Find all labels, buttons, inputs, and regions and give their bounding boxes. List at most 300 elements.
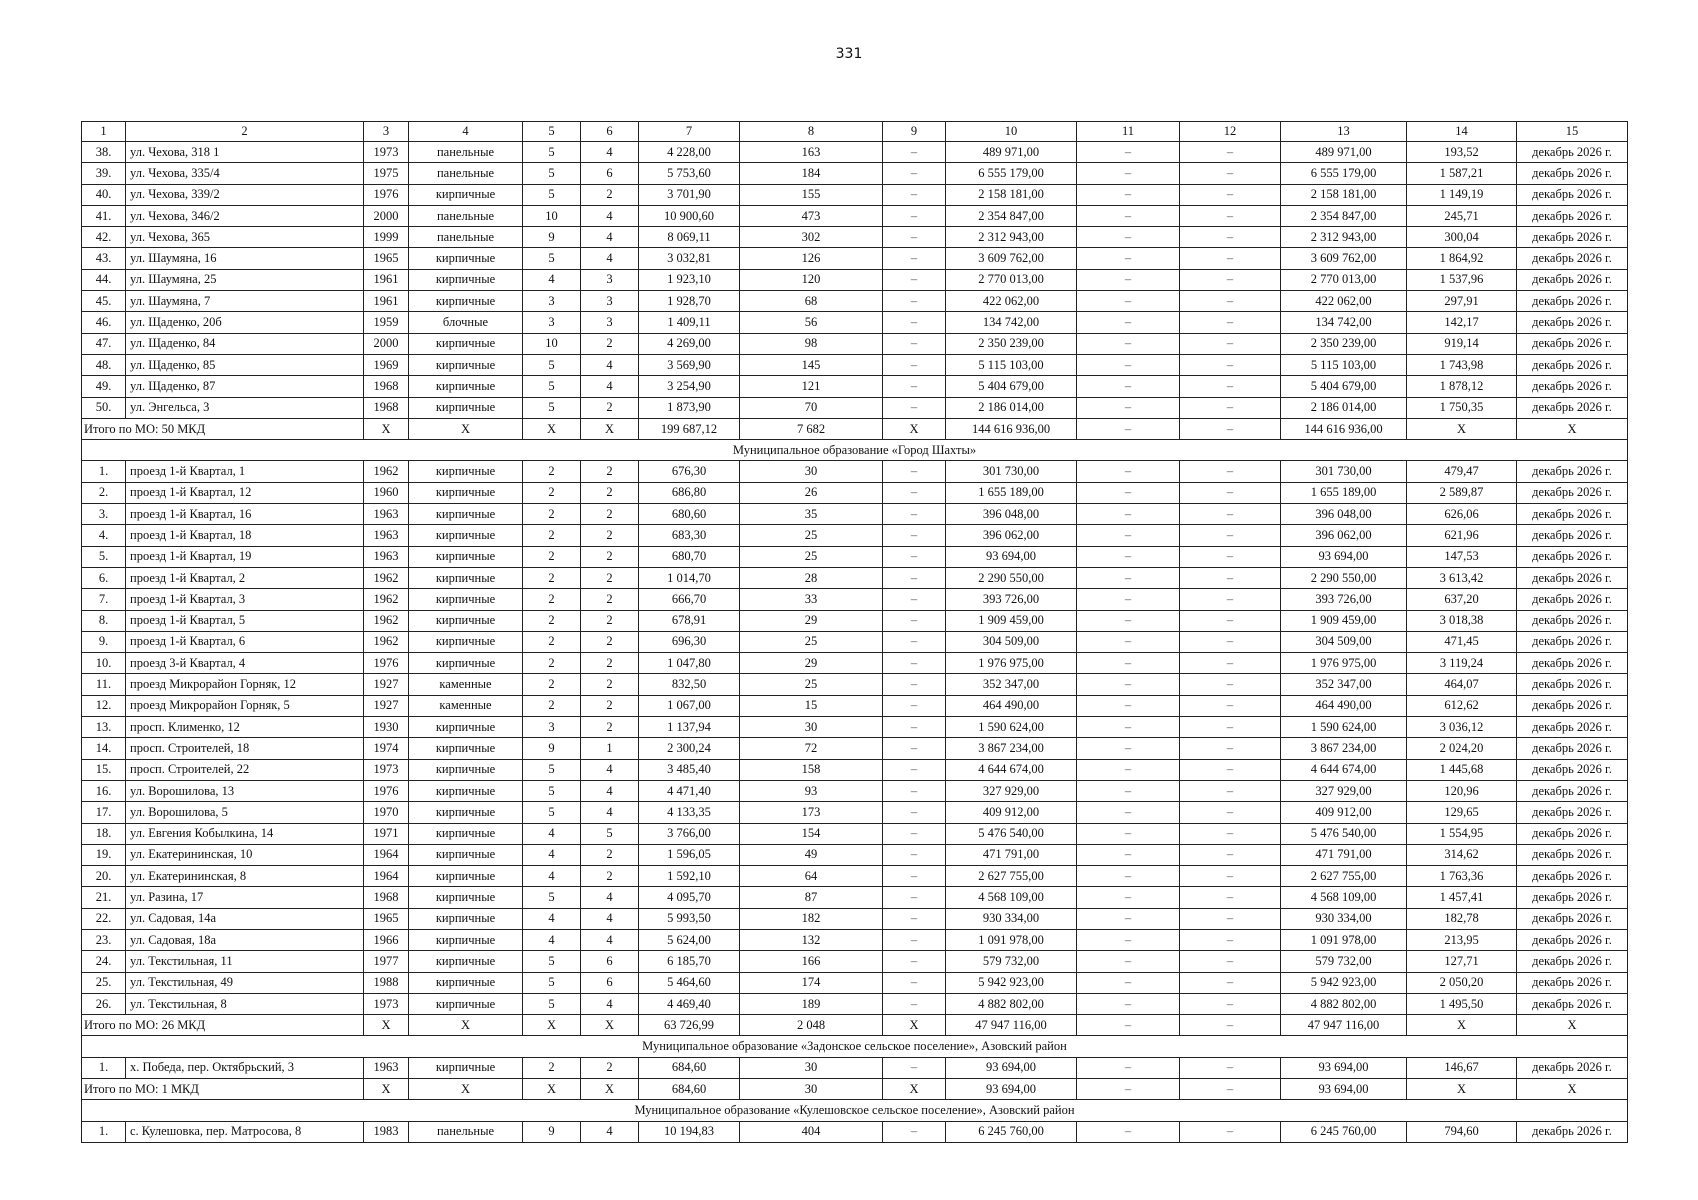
table-cell: 4: [523, 844, 581, 865]
column-number: 12: [1180, 122, 1281, 142]
table-cell: –: [1077, 461, 1180, 482]
table-cell: 471 791,00: [946, 844, 1077, 865]
table-cell: –: [883, 972, 946, 993]
table-cell: 2 354 847,00: [946, 205, 1077, 226]
table-row: [82, 802, 1628, 823]
table-cell: –: [1077, 929, 1180, 950]
total-row: [82, 418, 1628, 439]
table-cell: 1 750,35: [1407, 397, 1517, 418]
table-cell: –: [883, 205, 946, 226]
table-cell: –: [883, 269, 946, 290]
table-row: [82, 887, 1628, 908]
total-cell: 684,60: [639, 1079, 740, 1100]
table-row: [82, 844, 1628, 865]
table-cell: декабрь 2026 г.: [1517, 631, 1628, 652]
table-cell: 44.: [82, 269, 126, 290]
table-cell: 5 404 679,00: [946, 376, 1077, 397]
table-cell: 2 024,20: [1407, 738, 1517, 759]
address-cell: ул. Чехова, 318 1: [126, 142, 364, 163]
table-cell: 471,45: [1407, 631, 1517, 652]
table-cell: 1 409,11: [639, 312, 740, 333]
table-cell: 2: [523, 1057, 581, 1078]
table-cell: 6 555 179,00: [946, 163, 1077, 184]
table-cell: 2 186 014,00: [946, 397, 1077, 418]
table-cell: –: [883, 1121, 946, 1142]
table-cell: –: [1077, 823, 1180, 844]
address-cell: ул. Евгения Кобылкина, 14: [126, 823, 364, 844]
table-cell: 173: [740, 802, 883, 823]
table-cell: –: [1180, 887, 1281, 908]
table-cell: –: [1077, 695, 1180, 716]
table-cell: 489 971,00: [946, 142, 1077, 163]
table-cell: –: [1180, 951, 1281, 972]
table-cell: –: [1077, 504, 1180, 525]
table-cell: 4.: [82, 525, 126, 546]
column-number: 1: [82, 122, 126, 142]
table-cell: 393 726,00: [946, 589, 1077, 610]
table-cell: декабрь 2026 г.: [1517, 844, 1628, 865]
table-cell: –: [1077, 376, 1180, 397]
table-row: [82, 291, 1628, 312]
table-cell: 1: [581, 738, 639, 759]
table-cell: –: [1077, 674, 1180, 695]
table-cell: 4: [581, 227, 639, 248]
table-cell: –: [883, 184, 946, 205]
table-cell: кирпичные: [409, 184, 523, 205]
table-cell: 1 554,95: [1407, 823, 1517, 844]
table-cell: 1965: [364, 248, 409, 269]
table-cell: 2 290 550,00: [946, 567, 1077, 588]
table-cell: 2: [581, 184, 639, 205]
table-cell: 2 158 181,00: [946, 184, 1077, 205]
table-cell: 696,30: [639, 631, 740, 652]
table-cell: 2 350 239,00: [946, 333, 1077, 354]
address-cell: проезд 1-й Квартал, 12: [126, 482, 364, 503]
table-cell: 93 694,00: [946, 546, 1077, 567]
table-cell: 56: [740, 312, 883, 333]
table-cell: декабрь 2026 г.: [1517, 227, 1628, 248]
table-cell: 1968: [364, 376, 409, 397]
table-cell: 2: [581, 525, 639, 546]
table-cell: 2: [523, 546, 581, 567]
table-cell: кирпичные: [409, 759, 523, 780]
table-cell: 4 469,40: [639, 993, 740, 1014]
table-row: [82, 951, 1628, 972]
table-cell: 1964: [364, 866, 409, 887]
table-cell: кирпичные: [409, 653, 523, 674]
table-cell: кирпичные: [409, 844, 523, 865]
table-cell: 2000: [364, 205, 409, 226]
page-number: 331: [835, 46, 863, 62]
table-cell: кирпичные: [409, 610, 523, 631]
table-cell: –: [1180, 610, 1281, 631]
table-cell: 1963: [364, 1057, 409, 1078]
table-cell: 409 912,00: [1281, 802, 1407, 823]
table-cell: 3 867 234,00: [1281, 738, 1407, 759]
table-row: [82, 482, 1628, 503]
table-cell: –: [1180, 823, 1281, 844]
table-cell: 1963: [364, 504, 409, 525]
table-cell: декабрь 2026 г.: [1517, 567, 1628, 588]
total-cell: 93 694,00: [946, 1079, 1077, 1100]
total-cell: 63 726,99: [639, 1015, 740, 1036]
table-cell: 5: [523, 142, 581, 163]
table-cell: кирпичные: [409, 482, 523, 503]
table-cell: 26.: [82, 993, 126, 1014]
table-cell: 64: [740, 866, 883, 887]
column-number: 11: [1077, 122, 1180, 142]
table-cell: 3 613,42: [1407, 567, 1517, 588]
table-cell: 49: [740, 844, 883, 865]
table-cell: 393 726,00: [1281, 589, 1407, 610]
total-cell: –: [1180, 1079, 1281, 1100]
table-row: [82, 759, 1628, 780]
table-cell: 2 050,20: [1407, 972, 1517, 993]
table-cell: 18.: [82, 823, 126, 844]
table-cell: 3 609 762,00: [946, 248, 1077, 269]
table-cell: 471 791,00: [1281, 844, 1407, 865]
table-cell: декабрь 2026 г.: [1517, 546, 1628, 567]
table-cell: 2: [523, 610, 581, 631]
table-cell: 1.: [82, 1057, 126, 1078]
total-cell: Х: [883, 418, 946, 439]
table-row: [82, 461, 1628, 482]
table-cell: 4: [581, 205, 639, 226]
table-cell: 5 624,00: [639, 929, 740, 950]
table-cell: –: [1077, 184, 1180, 205]
table-row: [82, 653, 1628, 674]
table-cell: 396 062,00: [1281, 525, 1407, 546]
table-cell: –: [1180, 504, 1281, 525]
table-cell: 1 149,19: [1407, 184, 1517, 205]
total-cell: Х: [523, 1079, 581, 1100]
table-cell: 464 490,00: [1281, 695, 1407, 716]
table-cell: 24.: [82, 951, 126, 972]
table-cell: –: [883, 397, 946, 418]
table-row: [82, 695, 1628, 716]
table-row: [82, 163, 1628, 184]
table-cell: 2: [581, 631, 639, 652]
table-cell: –: [883, 354, 946, 375]
table-cell: 304 509,00: [1281, 631, 1407, 652]
table-cell: 4 269,00: [639, 333, 740, 354]
table-cell: 26: [740, 482, 883, 503]
table-cell: –: [1180, 1057, 1281, 1078]
table-cell: 1962: [364, 567, 409, 588]
table-cell: –: [883, 866, 946, 887]
table-cell: 132: [740, 929, 883, 950]
table-cell: декабрь 2026 г.: [1517, 397, 1628, 418]
address-cell: проезд 1-й Квартал, 5: [126, 610, 364, 631]
table-cell: 1968: [364, 397, 409, 418]
total-cell: Х: [523, 418, 581, 439]
table-cell: 28: [740, 567, 883, 588]
table-cell: 6.: [82, 567, 126, 588]
table-cell: 48.: [82, 354, 126, 375]
table-cell: 5.: [82, 546, 126, 567]
table-cell: декабрь 2026 г.: [1517, 823, 1628, 844]
table-cell: –: [1077, 163, 1180, 184]
table-cell: 6: [581, 951, 639, 972]
address-cell: ул. Щаденко, 20б: [126, 312, 364, 333]
table-cell: –: [1077, 589, 1180, 610]
table-cell: декабрь 2026 г.: [1517, 376, 1628, 397]
address-cell: проезд 1-й Квартал, 3: [126, 589, 364, 610]
table-cell: 1 873,90: [639, 397, 740, 418]
table-cell: 5 993,50: [639, 908, 740, 929]
table-cell: 30: [740, 461, 883, 482]
table-cell: 1.: [82, 1121, 126, 1142]
table-cell: 4 882 802,00: [946, 993, 1077, 1014]
table-cell: 919,14: [1407, 333, 1517, 354]
table-cell: 1 067,00: [639, 695, 740, 716]
table-cell: 33: [740, 589, 883, 610]
table-cell: 2 627 755,00: [1281, 866, 1407, 887]
table-cell: 3 609 762,00: [1281, 248, 1407, 269]
table-cell: панельные: [409, 142, 523, 163]
table-row: [82, 674, 1628, 695]
table-cell: –: [1077, 546, 1180, 567]
table-cell: 3 867 234,00: [946, 738, 1077, 759]
table-cell: 1 655 189,00: [946, 482, 1077, 503]
table-cell: декабрь 2026 г.: [1517, 354, 1628, 375]
table-cell: декабрь 2026 г.: [1517, 333, 1628, 354]
table-cell: 4: [523, 866, 581, 887]
table-cell: декабрь 2026 г.: [1517, 291, 1628, 312]
table-cell: –: [883, 461, 946, 482]
table-cell: кирпичные: [409, 567, 523, 588]
table-cell: 46.: [82, 312, 126, 333]
total-cell: Х: [883, 1079, 946, 1100]
table-cell: кирпичные: [409, 951, 523, 972]
table-cell: –: [883, 589, 946, 610]
total-cell: 144 616 936,00: [1281, 418, 1407, 439]
table-cell: 680,60: [639, 504, 740, 525]
table-cell: 25: [740, 674, 883, 695]
table-cell: 93 694,00: [946, 1057, 1077, 1078]
address-cell: ул. Текстильная, 8: [126, 993, 364, 1014]
table-cell: 1 137,94: [639, 717, 740, 738]
table-cell: 1973: [364, 142, 409, 163]
table-cell: –: [883, 291, 946, 312]
table-cell: 9: [523, 738, 581, 759]
table-cell: 1 495,50: [1407, 993, 1517, 1014]
table-cell: 8 069,11: [639, 227, 740, 248]
table-cell: 4: [581, 908, 639, 929]
table-cell: 5 753,60: [639, 163, 740, 184]
table-cell: декабрь 2026 г.: [1517, 589, 1628, 610]
table-cell: 29: [740, 610, 883, 631]
table-cell: 1 976 975,00: [946, 653, 1077, 674]
table-cell: –: [1077, 908, 1180, 929]
table-cell: –: [1077, 972, 1180, 993]
table-row: [82, 1057, 1628, 1078]
total-cell: 144 616 936,00: [946, 418, 1077, 439]
column-number: 14: [1407, 122, 1517, 142]
table-cell: 120,96: [1407, 780, 1517, 801]
table-cell: 2000: [364, 333, 409, 354]
table-cell: 45.: [82, 291, 126, 312]
table-cell: 2: [581, 717, 639, 738]
table-cell: 314,62: [1407, 844, 1517, 865]
table-cell: –: [1180, 567, 1281, 588]
table-cell: –: [883, 908, 946, 929]
total-cell: Х: [364, 1015, 409, 1036]
table-cell: –: [1077, 802, 1180, 823]
table-cell: кирпичные: [409, 333, 523, 354]
table-cell: панельные: [409, 205, 523, 226]
table-cell: 404: [740, 1121, 883, 1142]
table-cell: декабрь 2026 г.: [1517, 1057, 1628, 1078]
address-cell: ул. Чехова, 346/2: [126, 205, 364, 226]
table-cell: 22.: [82, 908, 126, 929]
table-row: [82, 354, 1628, 375]
table-cell: 3: [581, 291, 639, 312]
table-cell: –: [883, 802, 946, 823]
table-cell: 1927: [364, 674, 409, 695]
table-cell: –: [883, 610, 946, 631]
table-cell: декабрь 2026 г.: [1517, 184, 1628, 205]
table-cell: 184: [740, 163, 883, 184]
table-cell: 2: [523, 674, 581, 695]
table-cell: 9.: [82, 631, 126, 652]
table-cell: 1 923,10: [639, 269, 740, 290]
table-cell: кирпичные: [409, 504, 523, 525]
table-cell: 5: [523, 887, 581, 908]
table-cell: 684,60: [639, 1057, 740, 1078]
table-cell: –: [1180, 631, 1281, 652]
table-cell: 396 062,00: [946, 525, 1077, 546]
table-cell: 1 091 978,00: [1281, 929, 1407, 950]
table-cell: –: [1077, 653, 1180, 674]
table-cell: –: [883, 759, 946, 780]
table-cell: –: [883, 142, 946, 163]
table-cell: 1962: [364, 610, 409, 631]
table-cell: 134 742,00: [946, 312, 1077, 333]
table-cell: 1962: [364, 461, 409, 482]
table-cell: 1965: [364, 908, 409, 929]
table-cell: 3 766,00: [639, 823, 740, 844]
table-cell: кирпичные: [409, 887, 523, 908]
table-cell: –: [1180, 482, 1281, 503]
municipality-heading: Муниципальное образование «Кулешовское сельское поселение», Азовский район: [82, 1100, 1628, 1121]
table-row: [82, 205, 1628, 226]
table-cell: каменные: [409, 695, 523, 716]
table-cell: 2: [581, 653, 639, 674]
table-cell: 396 048,00: [946, 504, 1077, 525]
table-cell: 12.: [82, 695, 126, 716]
table-cell: –: [883, 567, 946, 588]
table-cell: 686,80: [639, 482, 740, 503]
table-cell: 327 929,00: [1281, 780, 1407, 801]
table-cell: 4 471,40: [639, 780, 740, 801]
table-cell: 10 194,83: [639, 1121, 740, 1142]
table-cell: 621,96: [1407, 525, 1517, 546]
table-cell: 2: [581, 866, 639, 887]
table-cell: 1960: [364, 482, 409, 503]
table-cell: –: [1077, 567, 1180, 588]
total-cell: Х: [364, 418, 409, 439]
table-cell: –: [1077, 993, 1180, 1014]
table-row: [82, 908, 1628, 929]
address-cell: проезд 3-й Квартал, 4: [126, 653, 364, 674]
table-cell: 302: [740, 227, 883, 248]
table-cell: –: [883, 951, 946, 972]
table-cell: 6 245 760,00: [1281, 1121, 1407, 1142]
table-cell: 4: [581, 1121, 639, 1142]
column-number: 15: [1517, 122, 1628, 142]
table-cell: 301 730,00: [1281, 461, 1407, 482]
table-cell: 1963: [364, 546, 409, 567]
table-cell: 43.: [82, 248, 126, 269]
table-cell: –: [883, 653, 946, 674]
table-cell: 1 592,10: [639, 866, 740, 887]
table-cell: 1 457,41: [1407, 887, 1517, 908]
table-cell: 49.: [82, 376, 126, 397]
table-cell: 1959: [364, 312, 409, 333]
table-cell: декабрь 2026 г.: [1517, 163, 1628, 184]
table-cell: –: [1180, 780, 1281, 801]
table-cell: кирпичные: [409, 589, 523, 610]
table-cell: 39.: [82, 163, 126, 184]
table-cell: –: [883, 695, 946, 716]
table-cell: 489 971,00: [1281, 142, 1407, 163]
table-cell: декабрь 2026 г.: [1517, 504, 1628, 525]
table-cell: 4: [523, 908, 581, 929]
table-cell: –: [1180, 738, 1281, 759]
table-cell: кирпичные: [409, 354, 523, 375]
table-cell: 5: [523, 248, 581, 269]
table-cell: –: [1180, 461, 1281, 482]
address-cell: ул. Текстильная, 49: [126, 972, 364, 993]
table-cell: –: [1077, 887, 1180, 908]
table-cell: 1964: [364, 844, 409, 865]
table-cell: 832,50: [639, 674, 740, 695]
table-cell: 2 186 014,00: [1281, 397, 1407, 418]
table-cell: 1 587,21: [1407, 163, 1517, 184]
table-cell: 352 347,00: [1281, 674, 1407, 695]
table-cell: –: [883, 482, 946, 503]
table-cell: 2: [581, 397, 639, 418]
table-row: [82, 184, 1628, 205]
table-row: [82, 269, 1628, 290]
table-cell: 10 900,60: [639, 205, 740, 226]
table-cell: 25: [740, 525, 883, 546]
table-cell: –: [1180, 354, 1281, 375]
table-cell: 19.: [82, 844, 126, 865]
table-cell: –: [1077, 866, 1180, 887]
table-cell: 2.: [82, 482, 126, 503]
total-cell: 30: [740, 1079, 883, 1100]
table-cell: 1 909 459,00: [946, 610, 1077, 631]
total-cell: Х: [409, 1015, 523, 1036]
table-cell: –: [1077, 951, 1180, 972]
table-cell: кирпичные: [409, 866, 523, 887]
total-cell: –: [1077, 418, 1180, 439]
table-cell: 479,47: [1407, 461, 1517, 482]
table-cell: 1 878,12: [1407, 376, 1517, 397]
table-cell: –: [1180, 866, 1281, 887]
table-cell: 5 464,60: [639, 972, 740, 993]
table-cell: –: [883, 780, 946, 801]
table-cell: 1 743,98: [1407, 354, 1517, 375]
total-cell: 199 687,12: [639, 418, 740, 439]
section-header-row: [82, 1036, 1628, 1057]
table-cell: 29: [740, 653, 883, 674]
address-cell: проезд 1-й Квартал, 16: [126, 504, 364, 525]
table-cell: 422 062,00: [1281, 291, 1407, 312]
table-cell: 5: [523, 972, 581, 993]
